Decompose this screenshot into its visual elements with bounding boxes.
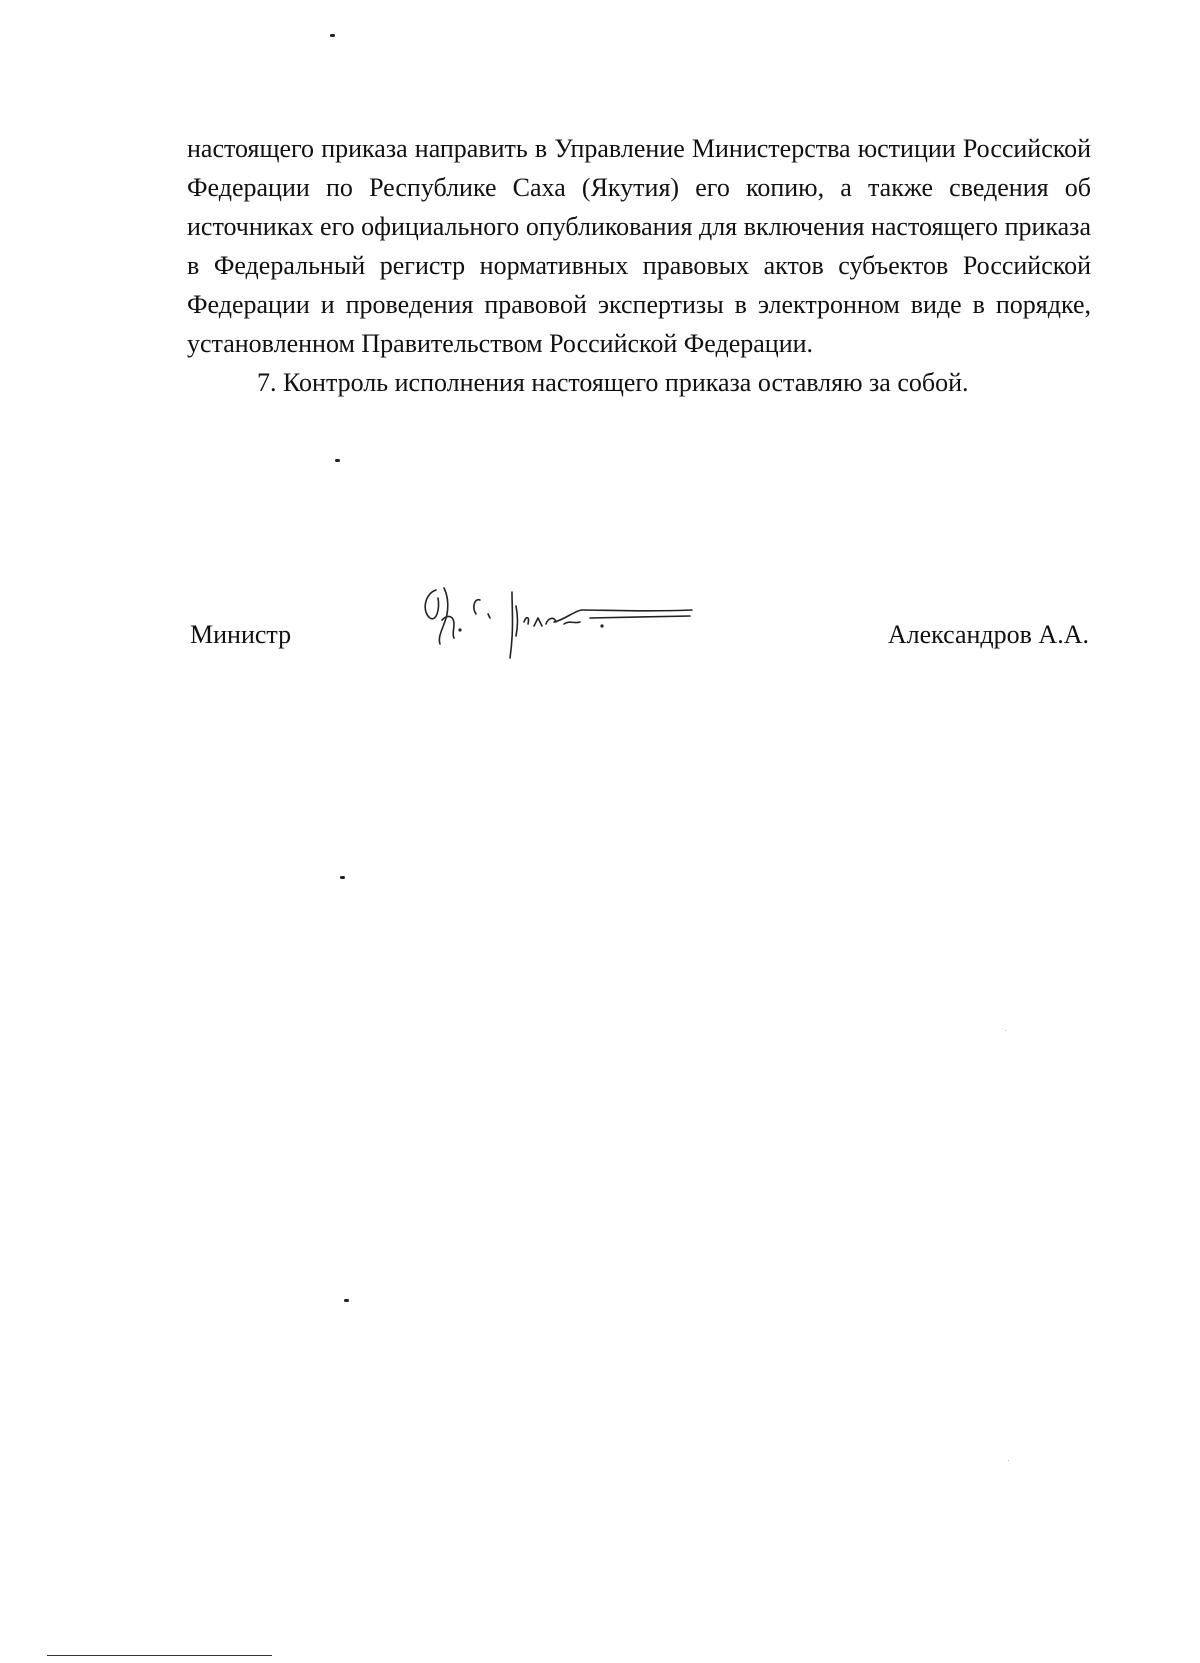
document-body	[187, 129, 1091, 402]
scan-speck	[1005, 1030, 1006, 1031]
signatory-name: Александров А.А.	[887, 620, 1089, 649]
footnote-divider	[47, 1655, 272, 1656]
scan-speck	[330, 34, 335, 37]
scan-speck	[340, 876, 345, 879]
signatory-title: Министр	[190, 620, 292, 649]
paragraph-item-7: 7. Контроль исполнения настоящего приказа оставляю за собой.	[257, 368, 969, 397]
signature-block	[187, 580, 1091, 670]
handwritten-signature-icon	[414, 580, 714, 670]
paragraph-continuation: настоящего приказа направить в Управление Министерства юстиции Российской Федерации по Республике Саха (Якутия) его копию, а также сведения об источниках его официального опубликования для включения настоящего приказа в Федеральный регистр нормативных правовых актов субъектов Российской Федерации и проведения правовой экспертизы в электронном виде в порядке, установленном Правительством Российской Федерации.	[187, 134, 1091, 358]
scan-speck	[344, 1299, 349, 1302]
scan-speck	[335, 459, 340, 462]
scan-speck	[1008, 1460, 1009, 1461]
